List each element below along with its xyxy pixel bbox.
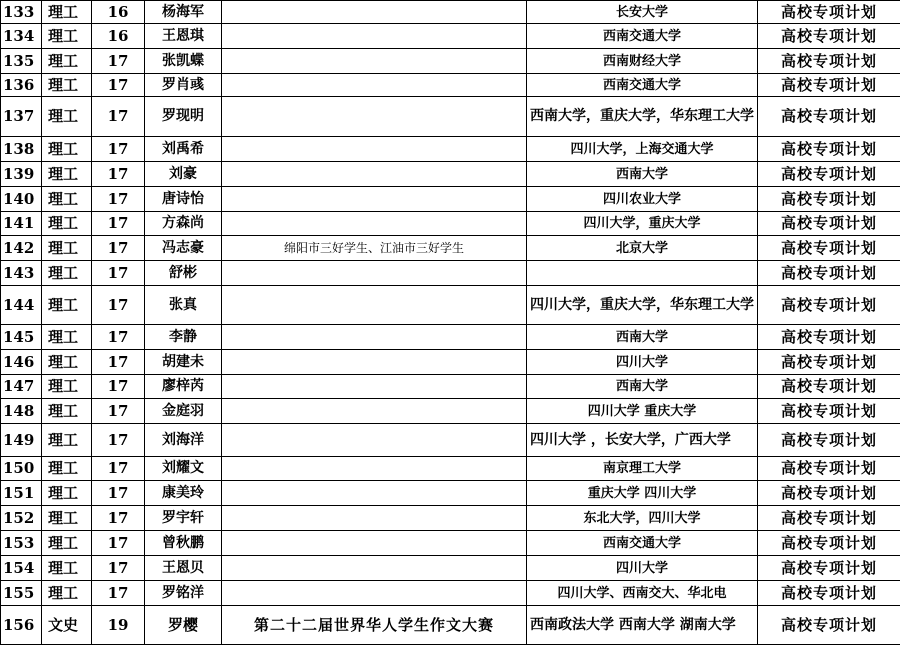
row-age: 16 <box>92 24 145 49</box>
row-name: 李静 <box>145 325 222 350</box>
row-plan: 高校专项计划 <box>758 531 900 556</box>
row-university: 东北大学，四川大学 <box>527 506 758 531</box>
row-age: 17 <box>92 236 145 261</box>
row-university: 西南交通大学 <box>527 24 758 49</box>
row-number: 141 <box>1 212 42 236</box>
table-row <box>1 137 900 162</box>
row-university: 四川大学、西南交大、华北电 <box>527 581 758 606</box>
row-category: 理工 <box>42 556 92 581</box>
row-category: 理工 <box>42 325 92 350</box>
row-number: 154 <box>1 556 42 581</box>
row-name: 方森尚 <box>145 212 222 236</box>
row-name: 刘耀文 <box>145 457 222 481</box>
row-university: 四川大学 <box>527 556 758 581</box>
row-category: 理工 <box>42 424 92 457</box>
table-row <box>1 49 900 74</box>
row-number: 144 <box>1 286 42 325</box>
row-plan: 高校专项计划 <box>758 375 900 399</box>
table-body <box>1 1 900 645</box>
row-category: 理工 <box>42 1 92 24</box>
row-university: 西南财经大学 <box>527 49 758 74</box>
table-row <box>1 325 900 350</box>
row-plan: 高校专项计划 <box>758 97 900 137</box>
row-category: 理工 <box>42 49 92 74</box>
row-plan: 高校专项计划 <box>758 606 900 645</box>
row-plan: 高校专项计划 <box>758 236 900 261</box>
row-category: 理工 <box>42 187 92 212</box>
table-row <box>1 162 900 187</box>
row-category: 理工 <box>42 481 92 506</box>
row-number: 135 <box>1 49 42 74</box>
row-age: 17 <box>92 49 145 74</box>
row-category: 理工 <box>42 162 92 187</box>
row-category: 理工 <box>42 506 92 531</box>
row-age: 17 <box>92 556 145 581</box>
row-plan: 高校专项计划 <box>758 74 900 97</box>
row-number: 149 <box>1 424 42 457</box>
row-category: 理工 <box>42 581 92 606</box>
row-award <box>222 325 527 350</box>
row-award <box>222 24 527 49</box>
row-university: 西南大学 <box>527 162 758 187</box>
table-row <box>1 506 900 531</box>
row-award <box>222 424 527 457</box>
row-award: 第二十二届世界华人学生作文大赛 <box>222 606 527 645</box>
row-plan: 高校专项计划 <box>758 556 900 581</box>
row-category: 理工 <box>42 74 92 97</box>
row-university: 四川大学，重庆大学 <box>527 212 758 236</box>
row-age: 17 <box>92 74 145 97</box>
row-number: 155 <box>1 581 42 606</box>
row-name: 罗宇轩 <box>145 506 222 531</box>
table-row <box>1 1 900 24</box>
table-row <box>1 212 900 236</box>
table-row <box>1 187 900 212</box>
row-age: 17 <box>92 350 145 375</box>
row-plan: 高校专项计划 <box>758 350 900 375</box>
row-university: 西南大学 <box>527 325 758 350</box>
row-university: 四川大学，重庆大学，华东理工大学 <box>527 286 758 325</box>
row-category: 理工 <box>42 236 92 261</box>
row-name: 张真 <box>145 286 222 325</box>
row-age: 17 <box>92 581 145 606</box>
row-number: 146 <box>1 350 42 375</box>
row-plan: 高校专项计划 <box>758 24 900 49</box>
row-plan: 高校专项计划 <box>758 286 900 325</box>
row-plan: 高校专项计划 <box>758 581 900 606</box>
row-award <box>222 581 527 606</box>
row-number: 142 <box>1 236 42 261</box>
row-age: 17 <box>92 286 145 325</box>
table-row <box>1 74 900 97</box>
row-award <box>222 137 527 162</box>
table-row <box>1 375 900 399</box>
table-row <box>1 481 900 506</box>
row-university: 北京大学 <box>527 236 758 261</box>
row-category: 理工 <box>42 399 92 424</box>
row-plan: 高校专项计划 <box>758 481 900 506</box>
table-row <box>1 556 900 581</box>
table-row <box>1 97 900 137</box>
row-number: 156 <box>1 606 42 645</box>
row-university <box>527 261 758 286</box>
row-age: 17 <box>92 481 145 506</box>
row-category: 理工 <box>42 24 92 49</box>
row-age: 17 <box>92 531 145 556</box>
row-award <box>222 531 527 556</box>
row-plan: 高校专项计划 <box>758 49 900 74</box>
row-number: 138 <box>1 137 42 162</box>
row-age: 16 <box>92 1 145 24</box>
row-university: 四川大学 <box>527 350 758 375</box>
row-number: 139 <box>1 162 42 187</box>
row-name: 胡建未 <box>145 350 222 375</box>
row-name: 金庭羽 <box>145 399 222 424</box>
row-category: 理工 <box>42 97 92 137</box>
table-row <box>1 261 900 286</box>
row-award: 绵阳市三好学生、江油市三好学生 <box>222 236 527 261</box>
row-name: 罗现明 <box>145 97 222 137</box>
row-university: 南京理工大学 <box>527 457 758 481</box>
row-plan: 高校专项计划 <box>758 212 900 236</box>
row-name: 王恩贝 <box>145 556 222 581</box>
row-category: 理工 <box>42 286 92 325</box>
row-university: 四川大学 ，长安大学，广西大学 <box>527 424 758 457</box>
row-name: 刘海洋 <box>145 424 222 457</box>
row-name: 刘豪 <box>145 162 222 187</box>
table-row <box>1 606 900 645</box>
row-age: 17 <box>92 137 145 162</box>
row-university: 长安大学 <box>527 1 758 24</box>
table-row <box>1 350 900 375</box>
row-number: 145 <box>1 325 42 350</box>
row-university: 西南交通大学 <box>527 531 758 556</box>
row-award <box>222 481 527 506</box>
row-award <box>222 187 527 212</box>
row-university: 重庆大学 四川大学 <box>527 481 758 506</box>
row-award <box>222 375 527 399</box>
row-number: 150 <box>1 457 42 481</box>
row-university: 四川农业大学 <box>527 187 758 212</box>
row-plan: 高校专项计划 <box>758 399 900 424</box>
row-age: 17 <box>92 212 145 236</box>
row-name: 舒彬 <box>145 261 222 286</box>
row-plan: 高校专项计划 <box>758 1 900 24</box>
row-university: 西南交通大学 <box>527 74 758 97</box>
row-age: 17 <box>92 424 145 457</box>
row-age: 17 <box>92 506 145 531</box>
row-age: 17 <box>92 325 145 350</box>
row-age: 17 <box>92 187 145 212</box>
row-age: 19 <box>92 606 145 645</box>
table-row <box>1 286 900 325</box>
row-plan: 高校专项计划 <box>758 162 900 187</box>
row-name: 张凯蝶 <box>145 49 222 74</box>
row-award <box>222 74 527 97</box>
row-number: 133 <box>1 1 42 24</box>
row-name: 罗铭洋 <box>145 581 222 606</box>
row-award <box>222 97 527 137</box>
row-award <box>222 261 527 286</box>
row-age: 17 <box>92 162 145 187</box>
row-plan: 高校专项计划 <box>758 506 900 531</box>
row-number: 148 <box>1 399 42 424</box>
row-name: 唐诗怡 <box>145 187 222 212</box>
row-number: 137 <box>1 97 42 137</box>
row-category: 理工 <box>42 212 92 236</box>
row-age: 17 <box>92 375 145 399</box>
row-number: 153 <box>1 531 42 556</box>
table-row <box>1 399 900 424</box>
row-category: 理工 <box>42 531 92 556</box>
row-plan: 高校专项计划 <box>758 325 900 350</box>
row-category: 理工 <box>42 137 92 162</box>
row-name: 王恩琪 <box>145 24 222 49</box>
row-name: 罗肖彧 <box>145 74 222 97</box>
table-row <box>1 24 900 49</box>
row-category: 理工 <box>42 261 92 286</box>
row-award <box>222 49 527 74</box>
table-row <box>1 581 900 606</box>
row-university: 西南大学，重庆大学，华东理工大学 <box>527 97 758 137</box>
row-university: 西南政法大学 西南大学 湖南大学 <box>527 606 758 645</box>
row-plan: 高校专项计划 <box>758 424 900 457</box>
row-award <box>222 457 527 481</box>
row-name: 冯志豪 <box>145 236 222 261</box>
table-row <box>1 424 900 457</box>
row-award <box>222 506 527 531</box>
row-award <box>222 1 527 24</box>
row-category: 文史 <box>42 606 92 645</box>
row-number: 152 <box>1 506 42 531</box>
row-number: 134 <box>1 24 42 49</box>
row-university: 西南大学 <box>527 375 758 399</box>
table-row <box>1 457 900 481</box>
row-award <box>222 286 527 325</box>
row-number: 151 <box>1 481 42 506</box>
row-plan: 高校专项计划 <box>758 187 900 212</box>
row-number: 147 <box>1 375 42 399</box>
row-category: 理工 <box>42 457 92 481</box>
row-plan: 高校专项计划 <box>758 261 900 286</box>
table-row <box>1 531 900 556</box>
row-name: 曾秋鹏 <box>145 531 222 556</box>
row-category: 理工 <box>42 375 92 399</box>
row-award <box>222 556 527 581</box>
row-plan: 高校专项计划 <box>758 457 900 481</box>
table-row <box>1 236 900 261</box>
row-number: 140 <box>1 187 42 212</box>
row-age: 17 <box>92 399 145 424</box>
row-age: 17 <box>92 457 145 481</box>
row-award <box>222 212 527 236</box>
row-plan: 高校专项计划 <box>758 137 900 162</box>
row-name: 廖梓芮 <box>145 375 222 399</box>
row-age: 17 <box>92 261 145 286</box>
row-number: 136 <box>1 74 42 97</box>
row-award <box>222 162 527 187</box>
row-name: 杨海军 <box>145 1 222 24</box>
row-name: 康美玲 <box>145 481 222 506</box>
row-age: 17 <box>92 97 145 137</box>
row-award <box>222 399 527 424</box>
row-category: 理工 <box>42 350 92 375</box>
row-name: 刘禹希 <box>145 137 222 162</box>
row-number: 143 <box>1 261 42 286</box>
row-university: 四川大学，上海交通大学 <box>527 137 758 162</box>
row-name: 罗樱 <box>145 606 222 645</box>
row-award <box>222 350 527 375</box>
row-university: 四川大学 重庆大学 <box>527 399 758 424</box>
